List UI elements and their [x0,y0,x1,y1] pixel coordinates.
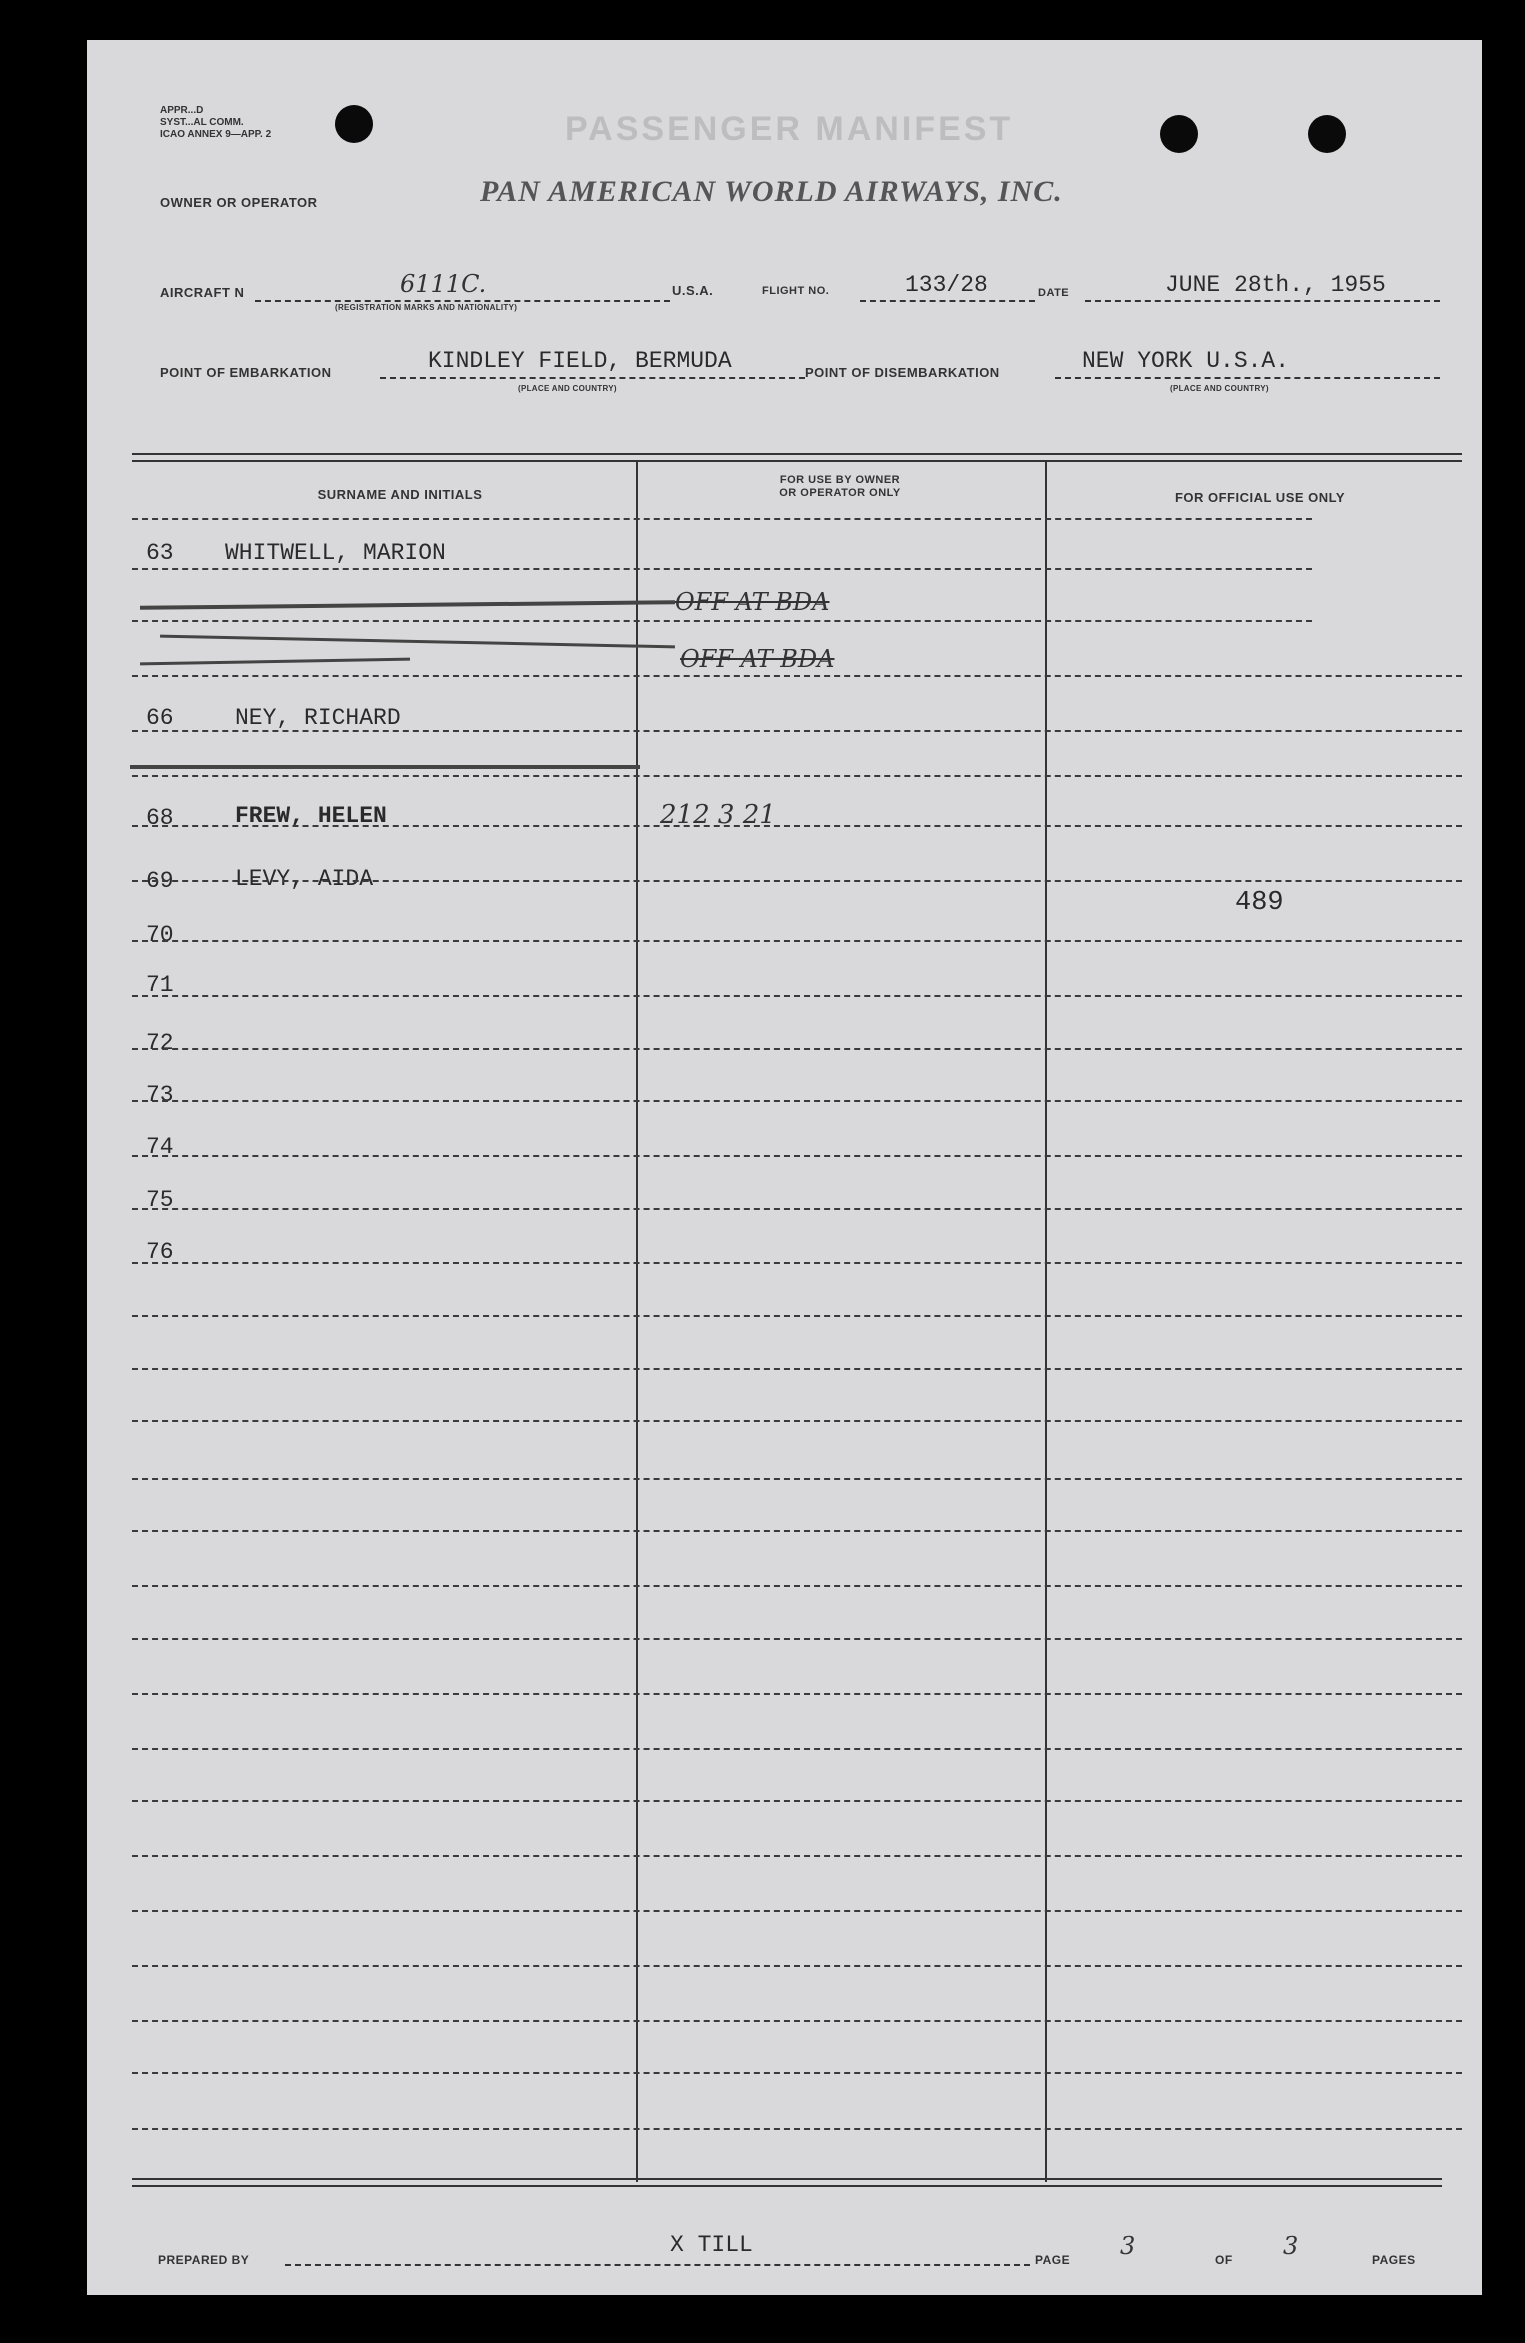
table-rule-line [132,825,1462,827]
table-rule-line [132,2072,1462,2074]
col-header-owner-1: FOR USE BY OWNER [779,474,901,486]
prepared-line [285,2264,1030,2266]
date-label: DATE [1038,287,1070,299]
row-num: 63 [146,540,174,566]
table-rule-line [132,1748,1462,1750]
approval-line-2: SYST...AL COMM. [160,117,244,128]
aircraft-value: 6111C. [400,270,487,298]
row-num: 73 [146,1082,174,1108]
row-num: 72 [146,1030,174,1056]
page-value: 3 [1120,2232,1136,2260]
table-rule-line [132,1262,1462,1264]
strike-mark [130,765,640,769]
table-rule-line [132,1155,1462,1157]
table-rule-line [132,1910,1462,1912]
disembark-label: POINT OF DISEMBARKATION [805,365,1000,380]
aircraft-label: AIRCRAFT N [160,285,245,300]
table-rule-line [132,1100,1462,1102]
approval-line-3: ICAO ANNEX 9—APP. 2 [160,129,272,140]
passenger-name: NEY, RICHARD [235,705,401,731]
table-rule-line [132,1693,1462,1695]
col-header-surname: SURNAME AND INITIALS [317,487,483,502]
table-rule-line [132,730,1462,732]
col-header-owner-2: OR OPERATOR ONLY [779,487,901,499]
embark-label: POINT OF EMBARKATION [160,365,332,380]
date-value: JUNE 28th., 1955 [1165,272,1386,298]
column-divider-1 [636,462,638,2182]
owner-note: OFF AT BDA [680,645,835,673]
form-title: PASSENGER MANIFEST [565,110,1014,148]
table-rule-line [132,568,1312,570]
owner-note: 212 3 21 [660,800,776,830]
table-rule-line [132,1585,1462,1587]
flight-line [860,300,1035,302]
row-num: 75 [146,1187,174,1213]
table-rule-line [132,1530,1462,1532]
owner-note: OFF AT BDA [675,588,830,616]
row-num: 69 [146,868,174,894]
company-name: PAN AMERICAN WORLD AIRWAYS, INC. [480,175,1063,208]
table-rule-line [132,1638,1462,1640]
table-rule-line [132,2020,1462,2022]
row-num: 71 [146,972,174,998]
row-num: 74 [146,1134,174,1160]
prepared-value: X TILL [670,2232,753,2258]
pages-label: PAGES [1372,2253,1416,2267]
disembark-caption: (PLACE AND COUNTRY) [1170,384,1269,393]
embark-value: KINDLEY FIELD, BERMUDA [428,348,732,374]
column-divider-2 [1045,462,1047,2182]
flight-value: 133/28 [905,272,988,298]
table-rule-line [132,1420,1462,1422]
table-rule-line [132,1208,1462,1210]
of-value: 3 [1283,2232,1299,2260]
registration-caption: (REGISTRATION MARKS AND NATIONALITY) [335,303,518,312]
table-rule-line [132,675,1462,677]
table-rule-line [132,775,1462,777]
table-rule-line [132,1965,1462,1967]
approval-line-1: APPR...D [160,105,204,116]
table-rule-line [132,1368,1462,1370]
prepared-label: PREPARED BY [158,2253,250,2267]
table-rule-line [132,880,1462,882]
table-rule-line [132,1048,1462,1050]
table-rule-line [132,940,1462,942]
country-label: U.S.A. [672,283,714,298]
passenger-name: LEVY, AIDA [235,866,374,892]
embark-line [380,377,805,379]
punch-hole-right-1 [1160,115,1198,153]
passenger-name: FREW, HELEN [235,803,387,829]
passenger-name: WHITWELL, MARION [225,540,446,566]
table-rule-line [132,995,1462,997]
table-rule-line [132,1315,1462,1317]
table-rule-line [132,1800,1462,1802]
table-rule-line [132,1855,1462,1857]
table-rule-line [132,518,1312,520]
embark-caption: (PLACE AND COUNTRY) [518,384,617,393]
row-num: 76 [146,1239,174,1265]
table-rule-line [132,1478,1462,1480]
flight-label: FLIGHT NO. [762,285,830,297]
table-rule-line [132,2128,1462,2130]
row-num: 70 [146,922,174,948]
of-label: OF [1215,2253,1233,2267]
row-num: 68 [146,805,174,831]
table-rule-line [132,620,1312,622]
punch-hole-left [335,105,373,143]
aircraft-line [255,300,670,302]
punch-hole-right-2 [1308,115,1346,153]
owner-label: OWNER OR OPERATOR [160,195,318,210]
page-label: PAGE [1035,2253,1071,2267]
disembark-value: NEW YORK U.S.A. [1082,348,1290,374]
row-num: 66 [146,705,174,731]
official-value: 489 [1235,888,1284,918]
table-top-rule [132,453,1462,462]
disembark-line [1055,377,1440,379]
col-header-official: FOR OFFICIAL USE ONLY [1174,490,1346,505]
table-bottom-rule [132,2178,1442,2187]
date-line [1085,300,1440,302]
